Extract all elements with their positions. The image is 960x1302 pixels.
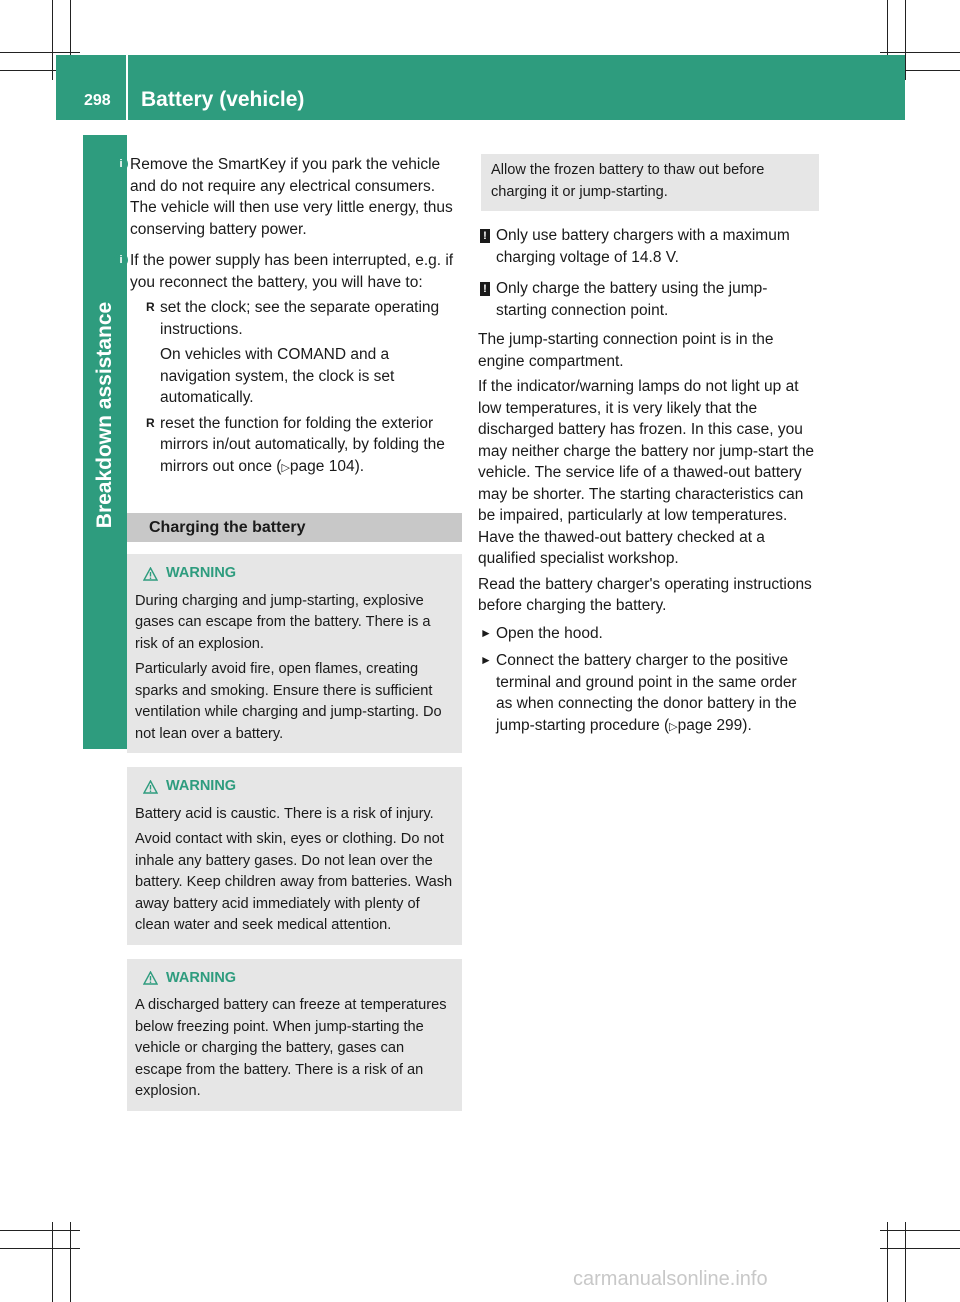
list-item-text: [160, 413, 460, 480]
step-text: [496, 650, 814, 738]
warning-header: [135, 563, 454, 585]
page-number: 298: [84, 92, 111, 109]
step-arrow-icon: ►: [480, 625, 492, 640]
warning-label: WARNING: [166, 969, 237, 986]
warning-text: Particularly avoid fire, open flames, creating sparks and smoking. Ensure there is sufficient ventilation while charging and jump-starting. Do not lean over a battery.: [135, 661, 442, 742]
list-item-subtext: On vehicles with COMAND and a navigation system, the clock is set automatically.: [160, 346, 395, 406]
warning-triangle-icon: [143, 780, 158, 794]
list-item-body: reset the function for folding the exterior mirrors in/out automatically, by folding the mirrors out once (: [160, 414, 445, 475]
crop-mark: [880, 1248, 960, 1249]
page-ref-link[interactable]: page 104: [289, 457, 355, 475]
caution-icon: !: [480, 282, 490, 296]
crop-mark: [52, 0, 53, 80]
caution-text: Only charge the battery using the jump-starting connection point.: [496, 280, 768, 319]
step-text: Open the hood.: [496, 624, 603, 642]
warning-text: A discharged battery can freeze at temperatures below freezing point. When jump-starting the vehicle or charging the battery, gases can escape from the battery. There is a risk of an explosion.: [135, 997, 447, 1099]
crop-mark: [887, 1222, 888, 1302]
warning-text: Battery acid is caustic. There is a risk of injury.: [135, 805, 434, 822]
warning-label: WARNING: [166, 565, 237, 581]
crop-mark: [905, 1222, 906, 1302]
bullet-icon: R: [146, 300, 155, 314]
step-body: Connect the battery charger to the positive terminal and ground point in the same order as when connecting the donor battery in the jump-starting procedure (: [496, 652, 797, 734]
page-ref-icon: ▷: [281, 461, 290, 474]
caution-note: [478, 278, 814, 321]
crop-mark: [70, 1222, 71, 1302]
header-separator: [126, 55, 128, 120]
list-item-end: ).: [354, 457, 365, 475]
warning-header: [135, 968, 454, 990]
left-column: [114, 154, 460, 1111]
body-paragraph: The jump-starting connection point is in the engine compartment.: [478, 331, 774, 370]
warning-header: [135, 776, 454, 798]
warning-box: [127, 554, 462, 753]
caution-text: Only use battery chargers with a maximum charging voltage of 14.8 V.: [496, 227, 790, 266]
info-note-text: Remove the SmartKey if you park the vehicle and do not require any electrical consumers. The vehicle will then use very little energy, thus conserving battery power.: [130, 156, 453, 238]
side-tab-label: Breakdown assistance: [93, 301, 116, 529]
page-title: Battery (vehicle): [141, 88, 305, 111]
list-item-text: set the clock; see the separate operating instructions.: [160, 299, 440, 338]
warning-box: [127, 959, 462, 1111]
body-paragraph: Read the battery charger's operating instructions before charging the battery.: [478, 575, 812, 614]
page-ref-icon: ▷: [669, 720, 678, 733]
crop-mark: [880, 52, 960, 53]
warning-triangle-icon: [143, 971, 158, 985]
crop-mark: [52, 1222, 53, 1302]
bullet-icon: R: [146, 415, 155, 430]
right-column: [478, 154, 814, 738]
crop-mark: [880, 1230, 960, 1231]
section-title: Charging the battery: [127, 513, 462, 542]
step-item: [478, 650, 814, 738]
info-note-text: If the power supply has been interrupted, e.g. if you reconnect the battery, you will have to:: [130, 252, 454, 291]
crop-mark: [905, 0, 906, 80]
caution-icon: !: [480, 229, 490, 243]
crop-mark: [0, 52, 80, 53]
body-paragraph: If the indicator/warning lamps do not light up at low temperatures, it is very likely that the discharged battery has frozen. In this case, you may neither charge the battery nor jump-start the vehicle. The service life of a thawed-out battery may be shorter. The starting characteristics can be impaired, particularly at low temperatures. Have the thawed-out battery checked at a qualified specialist workshop.: [478, 378, 814, 567]
crop-mark: [0, 1230, 80, 1231]
info-note: [114, 154, 460, 240]
info-icon: i: [114, 253, 128, 267]
step-end: ).: [742, 716, 752, 734]
crop-mark: [0, 1248, 80, 1249]
note-box-text: Allow the frozen battery to thaw out before charging it or jump-starting.: [491, 162, 765, 200]
warning-text: Avoid contact with skin, eyes or clothing. Do not inhale any battery gases. Do not lean over the battery. Keep children away from batteries. Wash away battery acid immediately with plenty of clean water and seek medical attention.: [135, 831, 453, 933]
warning-text: During charging and jump-starting, explosive gases can escape from the battery. There is a risk of an explosion.: [135, 592, 431, 652]
info-icon: i: [114, 157, 128, 171]
warning-box: [127, 767, 462, 945]
watermark: carmanualsonline.info: [573, 1268, 768, 1290]
list-item: [130, 413, 460, 480]
page-ref-link[interactable]: page 299: [677, 716, 743, 734]
note-box: [481, 154, 819, 211]
step-item: [478, 623, 814, 645]
warning-triangle-icon: [143, 567, 158, 581]
warning-label: WARNING: [166, 778, 237, 794]
list-item: [130, 297, 460, 340]
step-arrow-icon: ►: [480, 653, 492, 667]
caution-note: [478, 225, 814, 268]
info-note: [114, 250, 460, 479]
